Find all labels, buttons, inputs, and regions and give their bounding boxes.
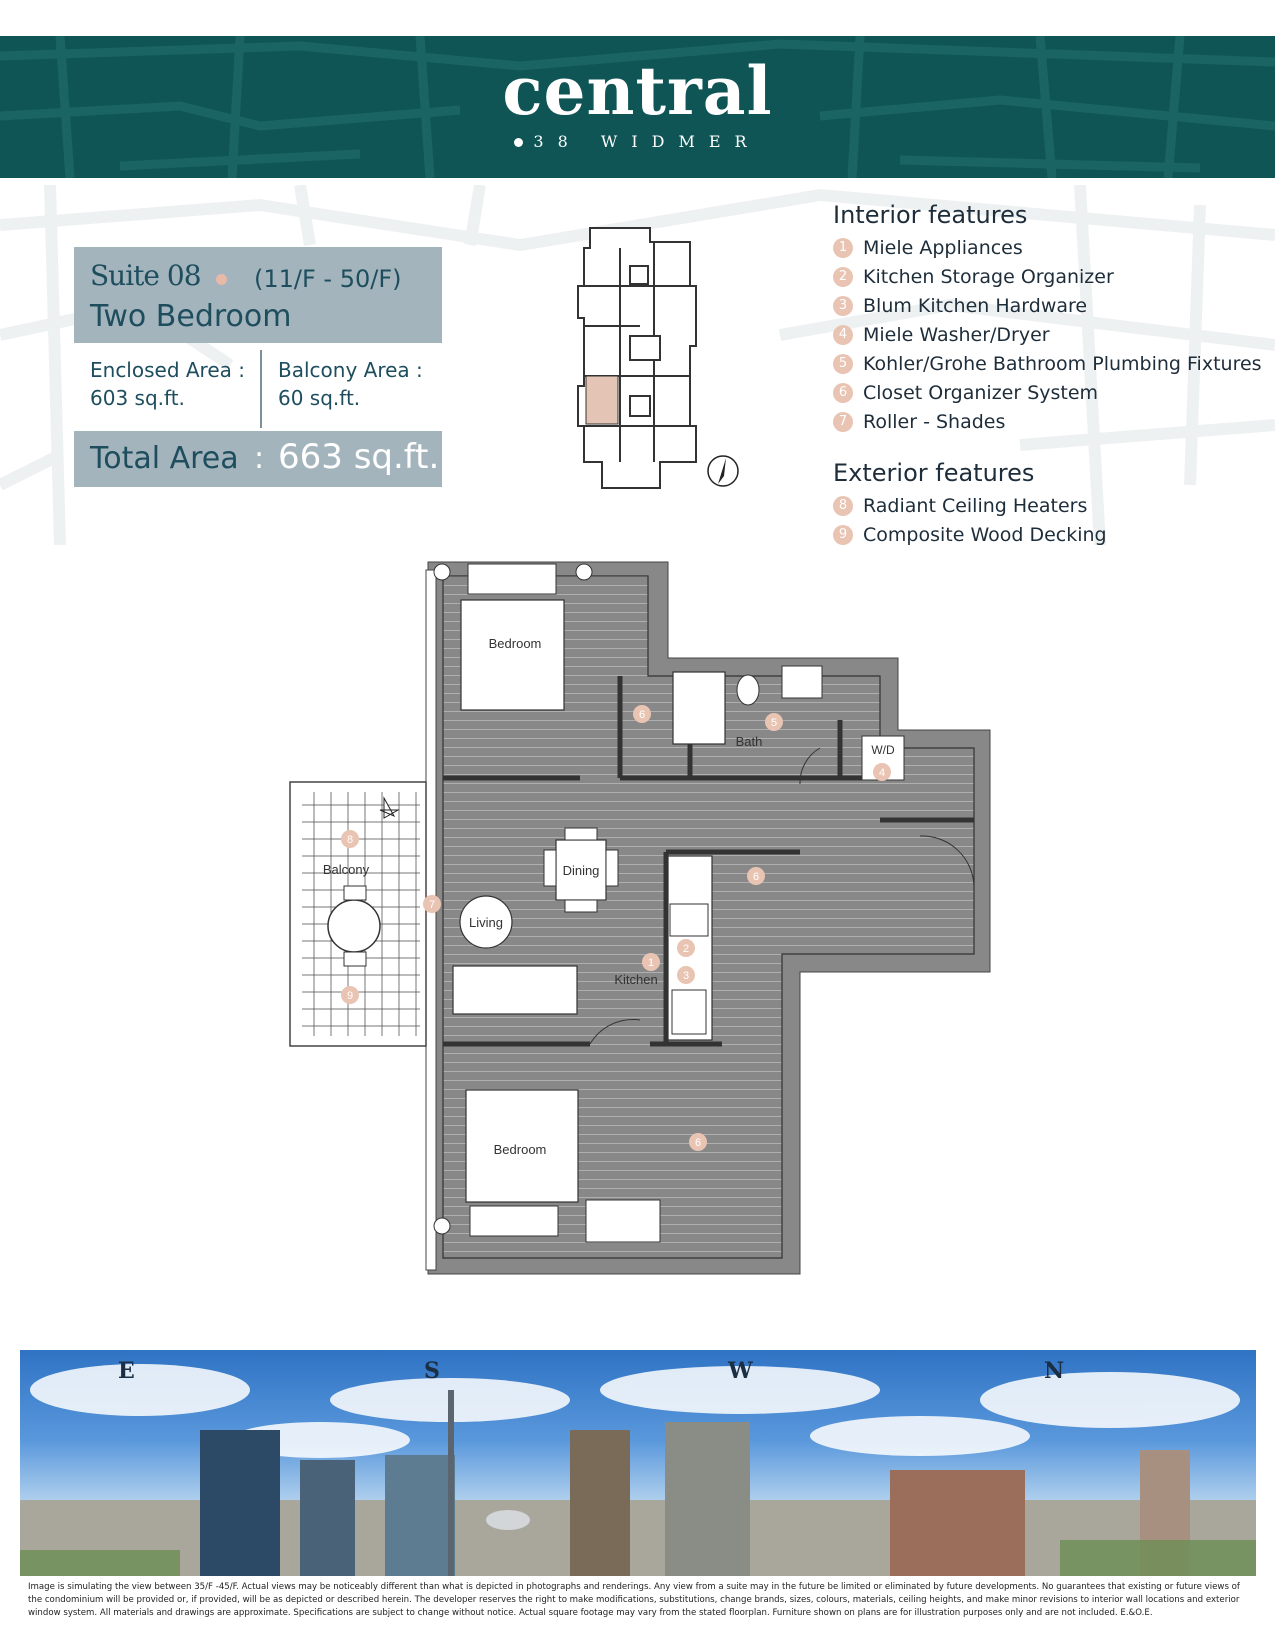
number-badge: 6 [833,383,853,403]
badge-2: 2 [682,943,690,955]
feature-label: Roller - Shades [863,410,1006,433]
number-badge: 5 [833,354,853,374]
direction-east: E [118,1358,135,1384]
suite-floors: (11/F - 50/F) [254,265,402,293]
feature-label: Radiant Ceiling Heaters [863,494,1088,517]
feature-item [833,233,1262,262]
badge-9: 9 [346,990,354,1002]
room-label-bedroom: Bedroom [493,1142,547,1157]
bullet-dot [216,274,227,285]
cooktop [672,990,706,1034]
balcony-table [328,900,380,952]
number-badge: 9 [833,525,853,545]
feature-label: Closet Organizer System [863,381,1099,404]
badge-5: 5 [770,717,778,729]
suite-highlight [586,376,618,424]
direction-south: S [424,1358,440,1384]
total-area-colon: : [254,441,265,476]
number-badge: 2 [833,267,853,287]
feature-item [833,520,1107,549]
fixture-icon [434,564,450,580]
headboard [470,1206,558,1236]
dining-chair [606,850,618,886]
room-label-balcony: Balcony [322,862,370,877]
enclosed-area-label: Enclosed Area : [90,358,245,382]
badge-6: 6 [638,709,646,721]
feature-label: Kitchen Storage Organizer [863,265,1114,288]
kitchen-sink [670,904,708,936]
interior-features-list [833,233,1262,436]
disclaimer-text: Image is simulating the view between 35/F -45/F. Actual views may be noticeably different than what is depicted in photographs and renderings. Any view from a suite may in the future be limited or eliminated by future developments. No guarantees that existing or future views of the condominium will be provided or, if provided, will be as depicted or described herein. The developer reserves the right to make modifications, substitutions, change brands, sizes, colours, materials, ceiling heights, and make minor revisions to interior wall locations and exterior window system. All materials and drawings are approximate. Specifications are subject to change without notice. Actual square footage may vary from the stated floorplan. Furniture shown on plans are for illustration purposes only and are not included. E.&O.E. [28,1582,1240,1618]
room-label-living: Living [469,915,503,930]
brand-logo: central [502,52,773,130]
headboard [468,564,556,594]
bed [461,600,564,710]
feature-item [833,291,1262,320]
enclosed-area [90,356,245,412]
number-badge: 3 [833,296,853,316]
bathtub [673,672,725,744]
exterior-features-title: Exterior features [833,459,1035,487]
interior-features-title: Interior features [833,201,1028,229]
feature-item [833,262,1262,291]
exterior-features-list [833,491,1107,549]
feature-item [833,320,1262,349]
header-banner [0,36,1275,178]
bullet-dot [514,138,523,147]
badge-6: 6 [694,1137,702,1149]
balcony-area [278,356,423,412]
key-plan [570,226,740,492]
divider [260,350,262,428]
badge-8: 8 [346,834,354,846]
feature-item [833,491,1107,520]
number-badge: 8 [833,496,853,516]
window-wall [426,570,436,1270]
feature-label: Blum Kitchen Hardware [863,294,1088,317]
balcony-chair [344,886,366,900]
feature-item [833,407,1262,436]
floor-plan [280,550,1000,1310]
feature-label: Composite Wood Decking [863,523,1107,546]
total-area-panel [74,431,442,487]
number-badge: 1 [833,238,853,258]
enclosed-area-value: 603 sq.ft. [90,386,185,410]
feature-item [833,378,1262,407]
room-label-bath: Bath [735,734,763,749]
room-label-kitchen: Kitchen [614,972,658,987]
total-area-label: Total Area [90,441,239,476]
dining-chair [565,828,597,840]
room-label-wd: W/D [871,743,895,757]
total-area-value: 663 sq.ft. [278,437,440,477]
feature-label: Kohler/Grohe Bathroom Plumbing Fixtures [863,352,1262,375]
brand-subtitle [0,132,1275,151]
desk [586,1200,660,1242]
dining-chair [565,900,597,912]
badge-1: 1 [647,957,655,969]
toilet [737,675,759,705]
fixture-icon [576,564,592,580]
suite-number: Suite 08 [90,259,201,292]
brand-address: 38 WIDMER [533,132,761,151]
room-label-bedroom: Bedroom [488,636,542,651]
city-view-panorama [20,1350,1256,1576]
north-arrow-icon [706,454,740,488]
badge-4: 4 [878,767,886,779]
number-badge: 7 [833,412,853,432]
fixture-icon [434,1218,450,1234]
balcony-chair [344,952,366,966]
direction-north: N [1044,1358,1065,1384]
badge-7: 7 [428,899,436,911]
badge-6: 6 [752,871,760,883]
direction-west: W [728,1358,753,1384]
balcony-area-label: Balcony Area : [278,358,423,382]
balcony-area-value: 60 sq.ft. [278,386,361,410]
feature-label: Miele Appliances [863,236,1023,259]
suite-type: Two Bedroom [90,299,292,334]
dining-chair [544,850,556,886]
feature-label: Miele Washer/Dryer [863,323,1050,346]
feature-item [833,349,1262,378]
vanity-sink [782,666,822,698]
number-badge: 4 [833,325,853,345]
badge-3: 3 [682,970,690,982]
room-label-dining: Dining [562,863,600,878]
sofa [453,966,577,1014]
suite-header-panel [74,247,442,343]
skyline-illustration [20,1350,1256,1576]
